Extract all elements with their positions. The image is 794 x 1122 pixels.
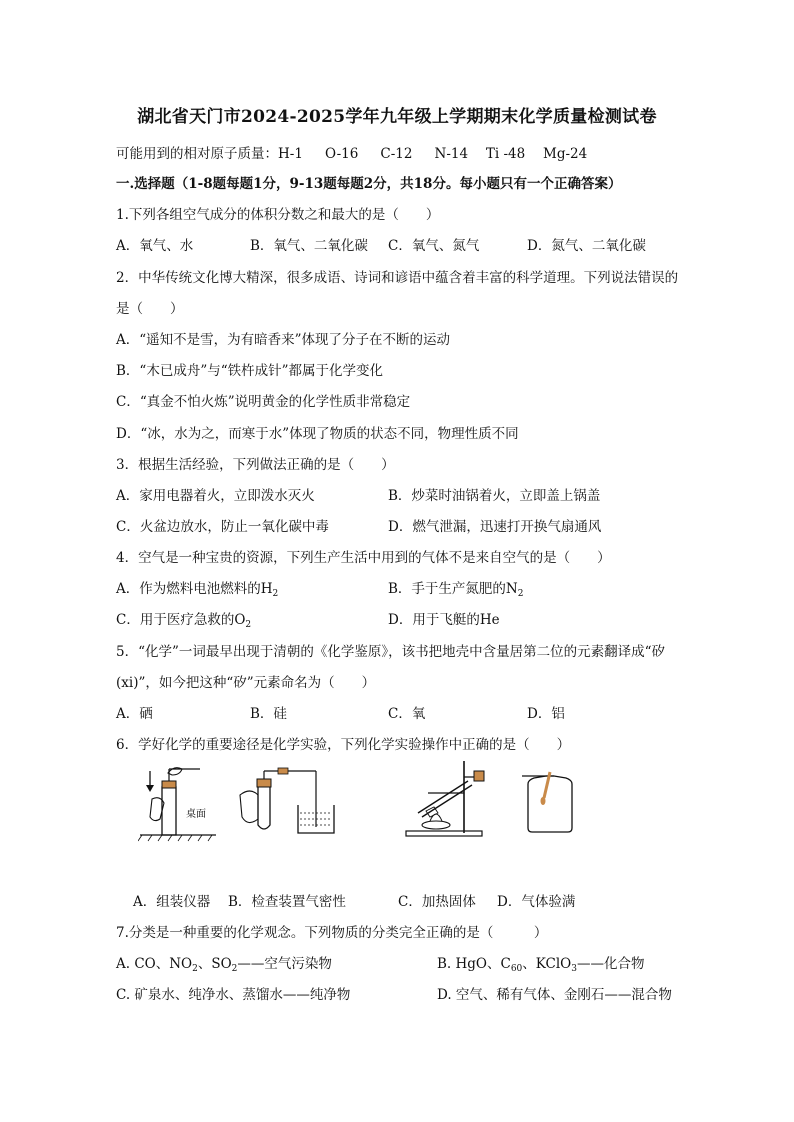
q4-option-a-text: A．作为燃料电池燃料的H bbox=[116, 581, 273, 597]
q5-stem-line2: (xi)”，如今把这种“矽”元素命名为（ ） bbox=[116, 675, 376, 691]
q7-a-part: A. CO、NO bbox=[116, 956, 193, 972]
q5-option-b[interactable]: B．硅 bbox=[250, 706, 287, 722]
q7-b-part: ——化合物 bbox=[576, 956, 645, 972]
q7-a-part: ——空气污染物 bbox=[237, 956, 332, 972]
q3-option-d[interactable]: D．燃气泄漏，迅速打开换气扇通风 bbox=[388, 519, 602, 535]
q6-option-c[interactable]: C．加热固体 bbox=[398, 894, 476, 910]
q4-option-b-text: B．手于生产氮肥的N bbox=[388, 581, 518, 597]
q1-option-c[interactable]: C．氧气、氮气 bbox=[388, 238, 480, 254]
q5-option-d[interactable]: D．铝 bbox=[527, 706, 565, 722]
figure-heating-solid bbox=[398, 755, 498, 839]
q5-stem-line1: 5．“化学”一词最早出现于清朝的《化学鉴原》，该书把地壳中含量居第二位的元素翻译成“矽 bbox=[116, 644, 666, 660]
q6-stem: 6．学好化学的重要途径是化学实验，下列化学实验操作中正确的是（ ） bbox=[116, 737, 571, 753]
subscript: 2 bbox=[517, 589, 524, 599]
q7-b-part: 、KClO bbox=[522, 956, 572, 972]
q6-option-a[interactable]: A．组装仪器 bbox=[133, 894, 211, 910]
exam-title: 湖北省天门市2024-2025学年九年级上学期期末化学质量检测试卷 bbox=[137, 107, 657, 127]
q7-option-d[interactable]: D. 空气、稀有气体、金刚石——混合物 bbox=[437, 987, 672, 1003]
q7-option-a[interactable] bbox=[116, 955, 332, 978]
desk-label: 桌面 bbox=[186, 809, 206, 820]
subscript: 2 bbox=[272, 589, 279, 599]
q7-b-part: B. HgO、C bbox=[437, 956, 511, 972]
subscript: 60 bbox=[510, 964, 523, 974]
q2-option-d[interactable]: D．“冰，水为之，而寒于水”体现了物质的状态不同，物理性质不同 bbox=[116, 426, 519, 442]
subscript: 2 bbox=[231, 964, 238, 974]
subscript: 2 bbox=[245, 620, 252, 630]
atomic-mass-line: 可能用到的相对原子质量：H-1 O-16 C-12 N-14 Ti -48 Mg-24 bbox=[116, 146, 588, 162]
q4-option-d[interactable]: D．用于飞艇的He bbox=[388, 612, 500, 628]
figure-airtightness-check bbox=[236, 765, 356, 837]
subscript: 2 bbox=[192, 964, 198, 974]
q4-option-b[interactable] bbox=[388, 580, 523, 603]
section-heading: 一.选择题（1-8题每题1分，9-13题每题2分，共18分。每小题只有一个正确答案） bbox=[116, 176, 622, 192]
q5-option-c[interactable]: C．氧 bbox=[388, 706, 426, 722]
q3-option-b[interactable]: B．炒菜时油锅着火，立即盖上锅盖 bbox=[388, 488, 601, 504]
q4-stem: 4．空气是一种宝贵的资源，下列生产生活中用到的气体不是来自空气的是（ ） bbox=[116, 550, 611, 566]
q7-option-c[interactable]: C. 矿泉水、纯净水、蒸馏水——纯净物 bbox=[116, 987, 351, 1003]
subscript: 3 bbox=[571, 964, 577, 974]
q1-option-b[interactable]: B．氧气、二氧化碳 bbox=[250, 238, 368, 254]
q6-option-d[interactable]: D．气体验满 bbox=[497, 894, 576, 910]
figure-gas-test bbox=[520, 768, 580, 834]
q2-option-b[interactable]: B．“木已成舟”与“铁杵成针”都属于化学变化 bbox=[116, 363, 384, 379]
figure-assemble-apparatus bbox=[138, 765, 218, 843]
q7-a-part: 、SO bbox=[197, 956, 232, 972]
q2-stem-line1: 2．中华传统文化博大精深，很多成语、诗词和谚语中蕴含着丰富的科学道理。下列说法错误的 bbox=[116, 270, 679, 286]
q1-stem: 1.下列各组空气成分的体积分数之和最大的是（ ） bbox=[116, 207, 440, 223]
q4-option-c[interactable] bbox=[116, 611, 251, 634]
q5-option-a[interactable]: A．硒 bbox=[116, 706, 153, 722]
q1-option-a[interactable]: A．氧气、水 bbox=[116, 238, 194, 254]
q1-option-d[interactable]: D．氮气、二氧化碳 bbox=[527, 238, 646, 254]
q6-option-b[interactable]: B．检查装置气密性 bbox=[228, 894, 346, 910]
q3-option-c[interactable]: C．火盆边放水，防止一氧化碳中毒 bbox=[116, 519, 329, 535]
q7-option-b[interactable] bbox=[437, 955, 644, 978]
q3-stem: 3．根据生活经验，下列做法正确的是（ ） bbox=[116, 457, 395, 473]
q4-option-c-text: C．用于医疗急救的O bbox=[116, 612, 246, 628]
q2-option-c[interactable]: C．“真金不怕火炼”说明黄金的化学性质非常稳定 bbox=[116, 394, 411, 410]
q7-stem: 7.分类是一种重要的化学观念。下列物质的分类完全正确的是（ ） bbox=[116, 925, 548, 941]
q4-option-a[interactable] bbox=[116, 580, 278, 603]
q2-stem-line2: 是（ ） bbox=[116, 301, 184, 317]
q2-option-a[interactable]: A．“遥知不是雪，为有暗香来”体现了分子在不断的运动 bbox=[116, 332, 451, 348]
q3-option-a[interactable]: A．家用电器着火，立即泼水灭火 bbox=[116, 488, 315, 504]
